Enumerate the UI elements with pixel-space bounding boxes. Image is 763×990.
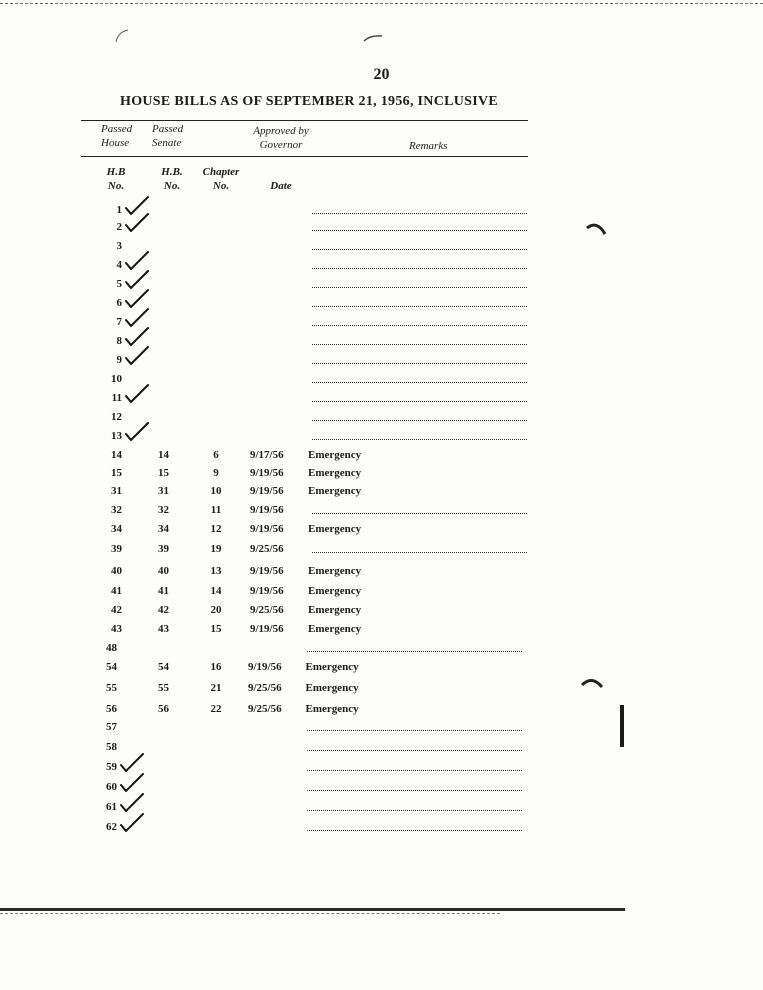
chapter-number: 12 bbox=[210, 523, 222, 535]
remarks-text: Emergency bbox=[308, 449, 362, 461]
checkmark-icon bbox=[124, 345, 150, 365]
house-bill-number: 3 bbox=[116, 240, 122, 252]
checkmark-icon bbox=[119, 812, 145, 832]
house-bill-number: 9 bbox=[116, 354, 122, 366]
remarks-text: Emergency bbox=[305, 661, 359, 673]
remarks-blank-line bbox=[312, 552, 527, 553]
scan-mark-icon bbox=[114, 28, 132, 44]
house-bill-number: 12 bbox=[111, 411, 122, 423]
house-bill-number: 59 bbox=[106, 761, 117, 773]
chapter-number: 13 bbox=[210, 565, 222, 577]
remarks-blank-line bbox=[307, 810, 522, 811]
senate-bill-number: 56 bbox=[158, 703, 169, 715]
remarks-blank-line bbox=[312, 513, 527, 514]
remarks-blank-line bbox=[307, 750, 522, 751]
house-bill-number: 15 bbox=[111, 467, 122, 479]
house-bill-number: 61 bbox=[106, 801, 117, 813]
senate-bill-number: 39 bbox=[158, 543, 169, 555]
senate-bill-number: 40 bbox=[158, 565, 169, 577]
house-bill-number: 48 bbox=[106, 642, 117, 654]
approval-date: 9/19/56 bbox=[250, 623, 284, 635]
remarks-text: Emergency bbox=[308, 604, 362, 616]
remarks-blank-line bbox=[312, 344, 527, 345]
chapter-number: 22 bbox=[210, 703, 222, 715]
house-bill-number: 56 bbox=[106, 703, 117, 715]
house-bill-number: 57 bbox=[106, 721, 117, 733]
house-bill-number: 14 bbox=[111, 449, 122, 461]
approval-date: 9/19/56 bbox=[250, 467, 284, 479]
house-bill-number: 43 bbox=[111, 623, 122, 635]
house-bill-number: 42 bbox=[111, 604, 122, 616]
house-bill-number: 58 bbox=[106, 741, 117, 753]
chapter-number: 10 bbox=[210, 485, 222, 497]
senate-bill-number: 34 bbox=[158, 523, 169, 535]
remarks-blank-line bbox=[312, 382, 527, 383]
chapter-number: 19 bbox=[210, 543, 222, 555]
senate-bill-number: 15 bbox=[158, 467, 169, 479]
header-rule-top bbox=[81, 120, 528, 121]
remarks-blank-line bbox=[307, 790, 522, 791]
senate-bill-number: 42 bbox=[158, 604, 169, 616]
house-bill-number: 55 bbox=[106, 682, 117, 694]
approval-date: 9/19/56 bbox=[250, 485, 284, 497]
approval-date: 9/25/56 bbox=[250, 604, 284, 616]
remarks-blank-line bbox=[312, 363, 527, 364]
approval-date: 9/25/56 bbox=[248, 682, 282, 694]
scan-mark-icon bbox=[580, 675, 604, 691]
remarks-blank-line bbox=[312, 325, 527, 326]
approval-date: 9/19/56 bbox=[248, 661, 282, 673]
senate-bill-number: 14 bbox=[158, 449, 169, 461]
chapter-number: 21 bbox=[210, 682, 222, 694]
house-bill-number: 5 bbox=[116, 278, 122, 290]
chapter-number: 20 bbox=[210, 604, 222, 616]
approval-date: 9/25/56 bbox=[248, 703, 282, 715]
remarks-text: Emergency bbox=[308, 523, 362, 535]
house-bill-number: 39 bbox=[111, 543, 122, 555]
checkmark-icon bbox=[124, 421, 150, 441]
remarks-text: Emergency bbox=[305, 682, 359, 694]
remarks-text: Emergency bbox=[308, 485, 362, 497]
senate-bill-number: 32 bbox=[158, 504, 169, 516]
remarks-text: Emergency bbox=[305, 703, 359, 715]
scan-mark-icon bbox=[585, 220, 609, 238]
header-chapter-no: Chapter No. bbox=[202, 166, 240, 192]
senate-bill-number: 54 bbox=[158, 661, 169, 673]
house-bill-number: 11 bbox=[111, 392, 122, 404]
house-bill-number: 1 bbox=[116, 204, 122, 216]
chapter-number: 6 bbox=[213, 449, 219, 461]
chapter-number: 11 bbox=[210, 504, 222, 516]
approval-date: 9/19/56 bbox=[250, 585, 284, 597]
remarks-text: Emergency bbox=[308, 565, 362, 577]
house-bill-number: 6 bbox=[116, 297, 122, 309]
header-passed-house: Passed House bbox=[101, 123, 133, 149]
remarks-blank-line bbox=[312, 306, 527, 307]
house-bill-number: 7 bbox=[116, 316, 122, 328]
remarks-blank-line bbox=[312, 420, 527, 421]
house-bill-number: 31 bbox=[111, 485, 122, 497]
remarks-text: Emergency bbox=[308, 585, 362, 597]
checkmark-icon bbox=[124, 212, 150, 232]
remarks-blank-line bbox=[312, 287, 527, 288]
checkmark-icon bbox=[124, 307, 150, 327]
header-hb-no-senate: H.B. No. bbox=[161, 166, 183, 192]
page-title: HOUSE BILLS AS OF SEPTEMBER 21, 1956, INCLUSIVE bbox=[120, 94, 499, 109]
header-passed-senate: Passed Senate bbox=[152, 123, 184, 149]
header-hb-no-house: H.B No. bbox=[106, 166, 126, 192]
page-number: 20 bbox=[373, 66, 390, 83]
chapter-number: 14 bbox=[210, 585, 222, 597]
top-scan-edge bbox=[0, 3, 763, 4]
approval-date: 9/19/56 bbox=[250, 504, 284, 516]
chapter-number: 9 bbox=[213, 467, 219, 479]
approval-date: 9/19/56 bbox=[250, 523, 284, 535]
remarks-blank-line bbox=[312, 268, 527, 269]
remarks-blank-line bbox=[312, 213, 527, 214]
house-bill-number: 41 bbox=[111, 585, 122, 597]
senate-bill-number: 31 bbox=[158, 485, 169, 497]
house-bill-number: 32 bbox=[111, 504, 122, 516]
approval-date: 9/25/56 bbox=[250, 543, 284, 555]
house-bill-number: 40 bbox=[111, 565, 122, 577]
checkmark-icon bbox=[124, 269, 150, 289]
header-date: Date bbox=[270, 180, 292, 192]
remarks-text: Emergency bbox=[308, 623, 362, 635]
approval-date: 9/17/56 bbox=[250, 449, 284, 461]
checkmark-icon bbox=[124, 326, 150, 346]
remarks-blank-line bbox=[312, 249, 527, 250]
house-bill-number: 60 bbox=[106, 781, 117, 793]
checkmark-icon bbox=[119, 772, 145, 792]
remarks-blank-line bbox=[312, 439, 527, 440]
header-remarks: Remarks bbox=[409, 140, 448, 152]
senate-bill-number: 41 bbox=[158, 585, 169, 597]
house-bill-number: 10 bbox=[111, 373, 122, 385]
header-rule-bottom bbox=[81, 156, 528, 157]
remarks-blank-line bbox=[307, 730, 522, 731]
senate-bill-number: 43 bbox=[158, 623, 169, 635]
house-bill-number: 13 bbox=[111, 430, 122, 442]
margin-bar-mark bbox=[620, 705, 624, 747]
scan-mark-icon bbox=[362, 33, 384, 43]
checkmark-icon bbox=[119, 752, 145, 772]
chapter-number: 15 bbox=[210, 623, 222, 635]
approval-date: 9/19/56 bbox=[250, 565, 284, 577]
header-approved-by-governor: Approved by Governor bbox=[253, 125, 309, 151]
bottom-scan-edge bbox=[0, 908, 625, 911]
house-bill-number: 62 bbox=[106, 821, 117, 833]
checkmark-icon bbox=[124, 288, 150, 308]
remarks-blank-line bbox=[312, 401, 527, 402]
house-bill-number: 54 bbox=[106, 661, 117, 673]
chapter-number: 16 bbox=[210, 661, 222, 673]
checkmark-icon bbox=[124, 383, 150, 403]
remarks-blank-line bbox=[312, 230, 527, 231]
house-bill-number: 4 bbox=[116, 259, 122, 271]
checkmark-icon bbox=[119, 792, 145, 812]
remarks-blank-line bbox=[307, 651, 522, 652]
house-bill-number: 2 bbox=[116, 221, 122, 233]
house-bill-number: 8 bbox=[116, 335, 122, 347]
remarks-blank-line bbox=[307, 830, 522, 831]
senate-bill-number: 55 bbox=[158, 682, 169, 694]
remarks-blank-line bbox=[307, 770, 522, 771]
remarks-text: Emergency bbox=[308, 467, 362, 479]
bottom-scan-dash bbox=[0, 913, 500, 914]
house-bill-number: 34 bbox=[111, 523, 122, 535]
checkmark-icon bbox=[124, 250, 150, 270]
